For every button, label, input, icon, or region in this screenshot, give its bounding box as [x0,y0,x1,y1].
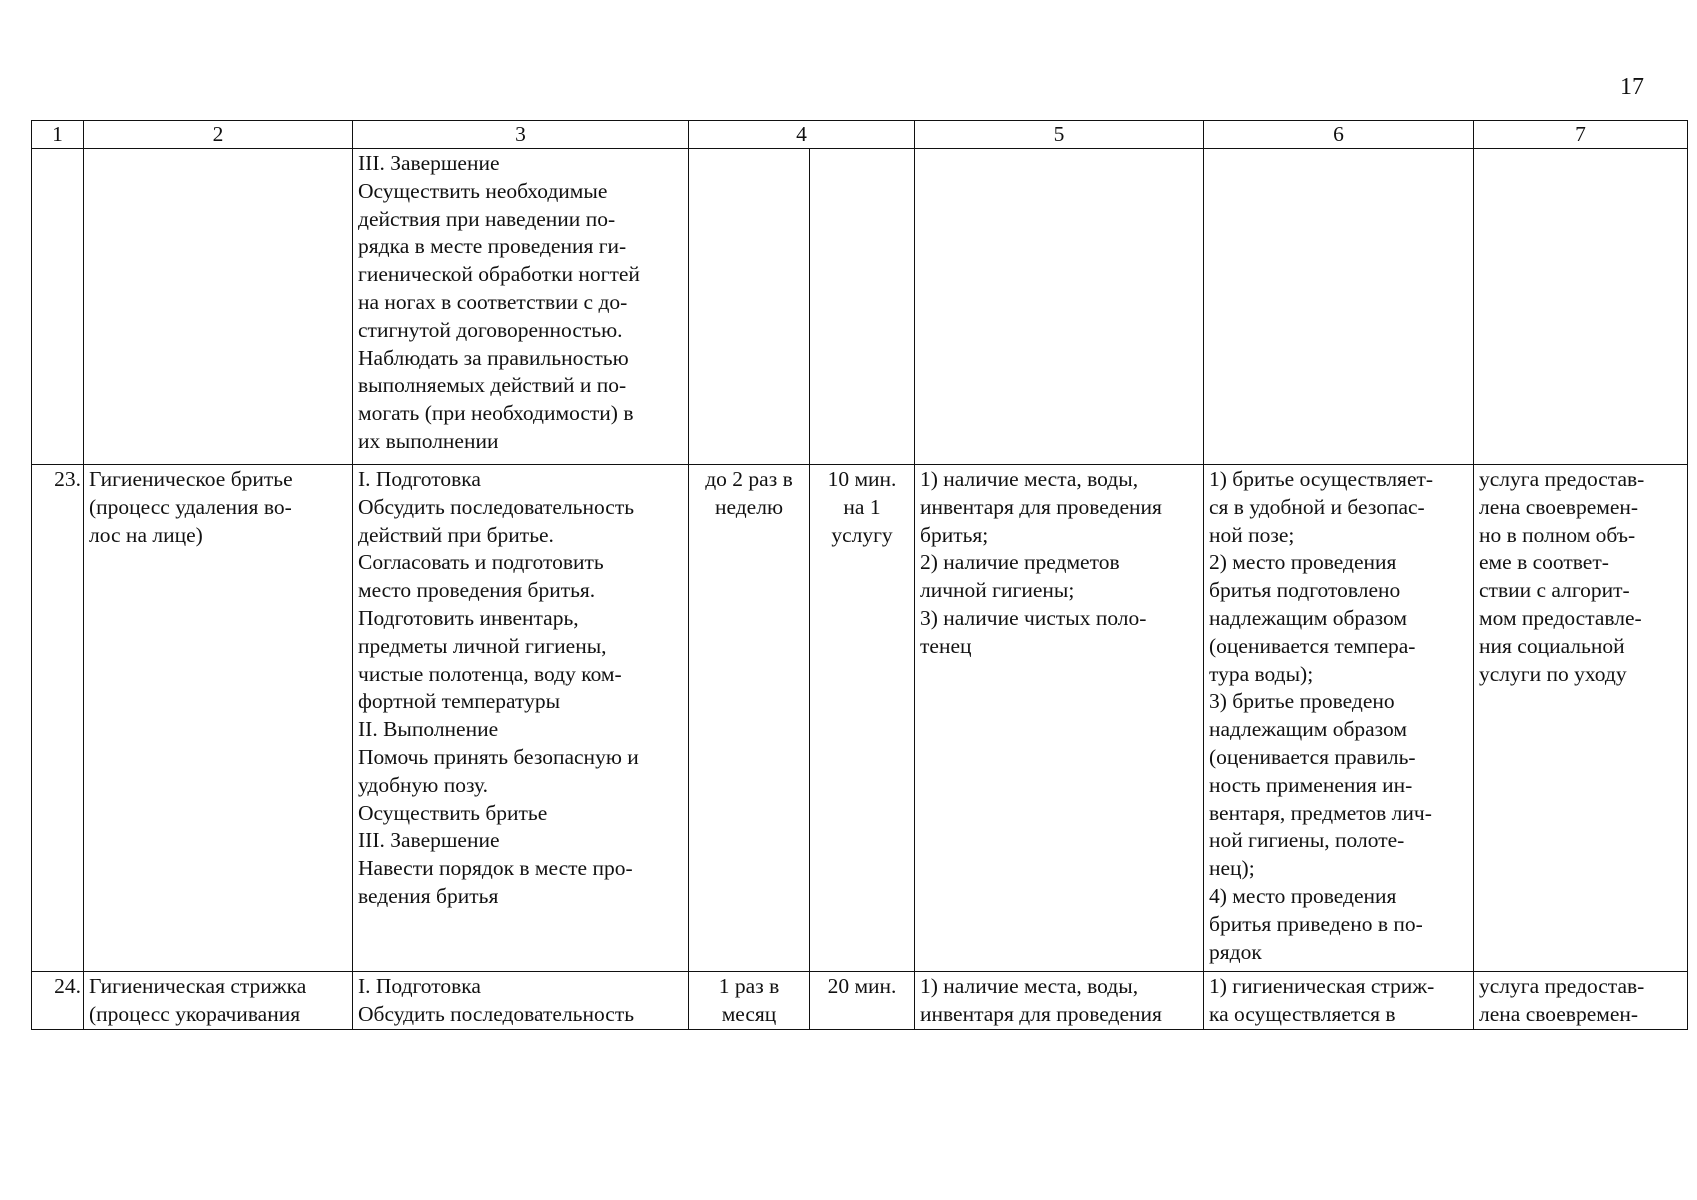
cell-text-line: 1) бритье осуществляет- [1209,467,1434,491]
cell-text-line: 1) гигиеническая стриж- [1209,974,1435,998]
cell-text-line: I. Подготовка [358,974,481,998]
steps-cell [353,149,689,465]
cell-text-line: место проведения бритья. [358,578,596,603]
cell-text-line: III. Завершение [358,151,500,175]
cell-text-line: 4) место проведения [1209,883,1397,908]
cell-text-line: еме в соответ- [1479,550,1609,575]
cell-text-line: 3) наличие чистых поло- [920,605,1147,630]
cell-text-line: 3) бритье проведено [1209,689,1395,714]
cell-text-line: надлежащим образом [1209,605,1407,630]
cell-text-line: бритья подготовлено [1209,578,1401,603]
cell-text-line: гиенической обработки ногтей [358,262,640,287]
cell-text-line: неделю [714,494,784,519]
cell-text-line: на 1 [843,494,881,519]
cell-text-line: III. Завершение [358,828,500,853]
services-table [31,120,1688,1030]
cell-text-line: ствии с алгорит- [1479,578,1630,603]
cell-text-line: чистые полотенца, воду ком- [358,661,622,686]
cell-text-line: 2) наличие предметов [920,550,1120,575]
cell-text-line: ность применения ин- [1209,772,1413,797]
cell-text-line: I. Подготовка [358,467,481,491]
row-number: 24. [32,972,84,1030]
steps-cell [353,972,689,1030]
cell-text-line: Подготовить инвентарь, [358,605,579,630]
cell-text-line: надлежащим образом [1209,717,1407,742]
table-row [32,972,1688,1030]
cell-text-line: но в полном объ- [1479,522,1636,547]
cell-text-line: действий при бритье. [358,522,554,547]
cell-text-line: рядок [1209,939,1262,964]
cell-text-line: 20 мин. [827,974,897,998]
cell-text-line: нец); [1209,856,1255,881]
cell-text-line: предметы личной гигиены, [358,633,607,658]
frequency-cell [689,972,810,1030]
cell-text-line: Помочь принять безопасную и [358,744,639,769]
cell-text-line: Гигиеническая стрижка [89,974,307,998]
cell-text-line: 10 мин. [827,467,897,491]
cell-text-line: услуга предостав- [1479,467,1645,491]
cell-text-line: выполняемых действий и по- [358,373,627,398]
cell-text-line: Осуществить бритье [358,800,548,825]
cell-text-line: мом предоставле- [1479,605,1642,630]
cell-text-line: тура воды); [1209,661,1314,686]
cell-text-line: Наблюдать за правильностью [358,345,629,370]
cell-text-line: могать (при необходимости) в [358,401,634,426]
cell-text-line: стигнутой договоренностью. [358,317,623,342]
cell-text-line: Осуществить необходимые [358,178,608,203]
duration-cell [810,149,915,465]
frequency-cell [689,465,810,972]
row-number: 23. [32,465,84,972]
cell-text-line: ной позе; [1209,522,1295,547]
cell-text-line: 1 раз в [718,974,780,998]
header-cell-4: 4 [689,121,915,149]
cell-text-line: (оценивается темпера- [1209,633,1416,658]
cell-text-line: тенец [920,633,972,658]
cell-text-line: услуги по уходу [1479,661,1627,686]
cell-text-line: лос на лице) [89,522,203,547]
cell-text-line: Обсудить последовательность [358,494,635,519]
cell-text-line: ся в удобной и безопас- [1209,494,1425,519]
cell-text-line: ной гигиены, полоте- [1209,828,1405,853]
service-name-cell [84,149,353,465]
cell-text-line: инвентаря для проведения [920,1001,1162,1026]
table-header-row [32,121,1688,149]
page-number: 17 [1620,74,1644,100]
cell-text-line: ния социальной [1479,633,1625,658]
cell-text-line: лена своевремен- [1479,494,1639,519]
evaluation-cell [1474,149,1688,465]
cell-text-line: удобную позу. [358,772,488,797]
quality-cell [1204,149,1474,465]
quality-cell [1204,972,1474,1030]
cell-text-line: действия при наведении по- [358,206,616,231]
cell-text-line: услугу [831,522,893,547]
cell-text-line: на ногах в соответствии с до- [358,289,628,314]
cell-text-line: Согласовать и подготовить [358,550,604,575]
cell-text-line: месяц [721,1001,777,1026]
cell-text-line: фортной температуры [358,689,561,714]
cell-text-line: 2) место проведения [1209,550,1397,575]
frequency-cell [689,149,810,465]
table-row [32,149,1688,465]
cell-text-line: их выполнении [358,428,499,453]
cell-text-line: вентаря, предметов лич- [1209,800,1432,825]
steps-cell [353,465,689,972]
cell-text-line: инвентаря для проведения [920,494,1162,519]
cell-text-line: бритья; [920,522,989,547]
header-cell-6: 6 [1204,121,1474,149]
row-number [32,149,84,465]
duration-cell [810,465,915,972]
cell-text-line: до 2 раз в [705,467,793,491]
header-cell-3: 3 [353,121,689,149]
cell-text-line: (оценивается правиль- [1209,744,1416,769]
cell-text-line: ка осуществляется в [1209,1001,1396,1026]
cell-text-line: 1) наличие места, воды, [920,974,1139,998]
header-cell-1: 1 [32,121,84,149]
cell-text-line: (процесс удаления во- [89,494,292,519]
duration-cell [810,972,915,1030]
cell-text-line: 1) наличие места, воды, [920,467,1139,491]
cell-text-line: Навести порядок в месте про- [358,856,633,881]
service-name-cell [84,465,353,972]
cell-text-line: Обсудить последовательность [358,1001,635,1026]
conditions-cell [915,465,1204,972]
cell-text-line: услуга предостав- [1479,974,1645,998]
header-cell-7: 7 [1474,121,1688,149]
header-cell-5: 5 [915,121,1204,149]
cell-text-line: ведения бритья [358,883,499,908]
cell-text-line: (процесс укорачивания [89,1001,301,1026]
service-name-cell [84,972,353,1030]
cell-text-line: бритья приведено в по- [1209,911,1423,936]
evaluation-cell [1474,972,1688,1030]
evaluation-cell [1474,465,1688,972]
conditions-cell [915,149,1204,465]
conditions-cell [915,972,1204,1030]
cell-text-line: лена своевремен- [1479,1001,1639,1026]
header-cell-2: 2 [84,121,353,149]
quality-cell [1204,465,1474,972]
cell-text-line: рядка в месте проведения ги- [358,234,627,259]
cell-text-line: II. Выполнение [358,717,499,742]
table-row [32,465,1688,972]
cell-text-line: Гигиеническое бритье [89,467,293,491]
cell-text-line: личной гигиены; [920,578,1075,603]
